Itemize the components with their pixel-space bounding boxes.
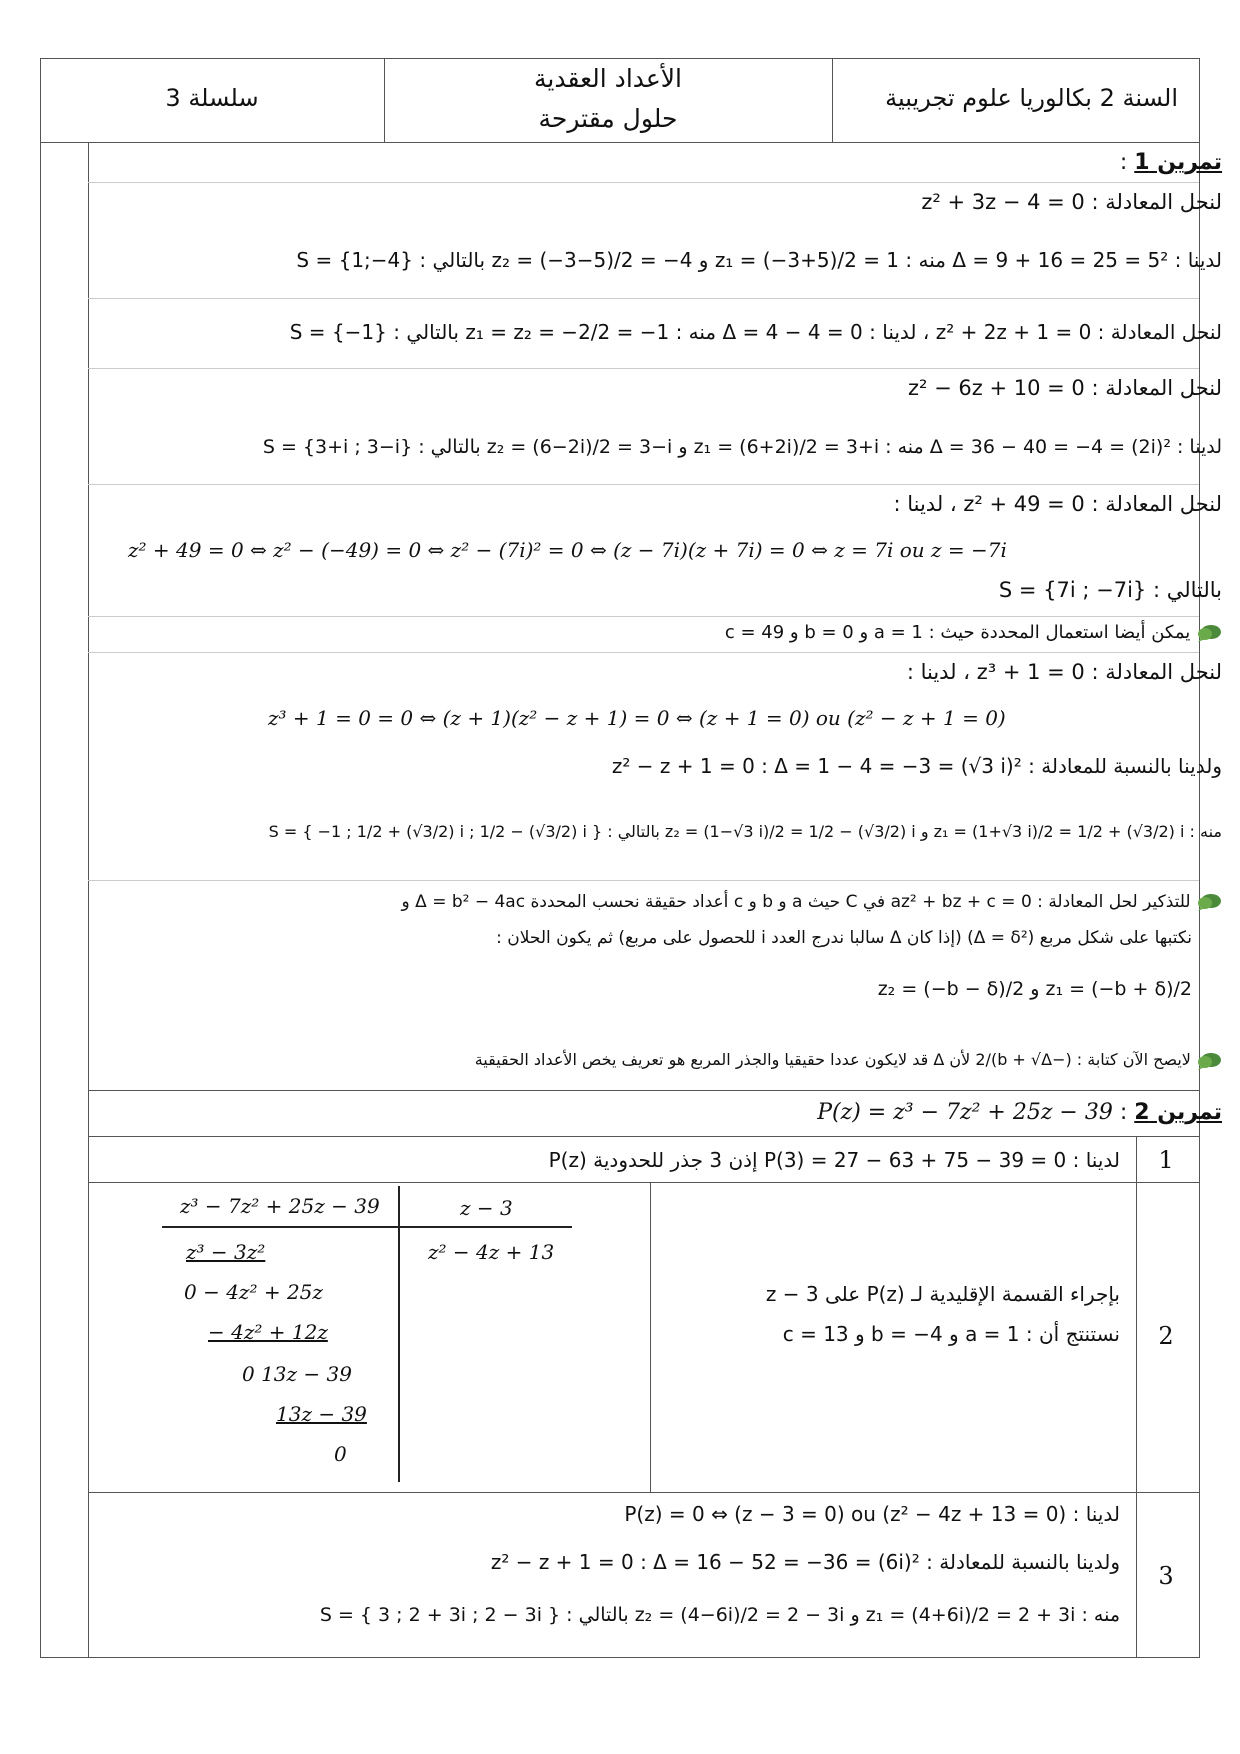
ex2-row-1: لدينا : P(3) = 27 − 63 + 75 − 39 = 0 إذن 3 جذر للحدودية P(z) [548,1148,1120,1172]
division-step-6: 0 [334,1442,347,1466]
ex2-row-3-b: ولدينا بالنسبة للمعادلة : z² − z + 1 = 0 : Δ = 16 − 52 = −36 = (6i)² [490,1550,1120,1574]
exercise-1-heading [1120,150,1222,175]
ex1-q2-line: لنحل المعادلة : z² + 2z + 1 = 0 ، لدينا : Δ = 4 − 4 = 0 منه : z₁ = z₂ = −2/2 = −1 بالتالي : S = {−1} [289,320,1222,344]
row-1-number: 1 [1158,1146,1174,1174]
speech-bubble-icon [1196,1052,1222,1070]
division-quotient: z² − 4z + 13 [428,1240,555,1264]
ex1-q4-prompt: لنحل المعادلة : z² + 49 = 0 ، لدينا : [893,492,1222,516]
ex1-note-text: يمكن أيضا استعمال المحددة حيث : a = 1 و b = 0 و c = 49 [724,622,1191,643]
exercise-1-label: تمرين 1 [1134,150,1222,175]
ex1-q5-prompt: لنحل المعادلة : z³ + 1 = 0 ، لدينا : [906,660,1222,684]
ex1-reminder-1 [402,892,1222,912]
division-step-5: 13z − 39 [276,1402,367,1426]
division-divisor: z − 3 [460,1196,513,1220]
division-step-3: − 4z² + 12z [208,1320,328,1344]
ex1-q1-prompt: لنحل المعادلة : z² + 3z − 4 = 0 [921,190,1222,214]
ex2-row-3-c: منه : z₁ = (4+6i)/2 = 2 + 3i و z₂ = (4−6i)/2 = 2 − 3i بالتالي : S = { 3 ; 2 + 3i ; 2 − 3i } [319,1604,1120,1626]
ex1-q3-line: لدينا : Δ = 36 − 40 = −4 = (2i)² منه : z₁ = (6+2i)/2 = 3+i و z₂ = (6−2i)/2 = 3−i بالتالي : S = {3+i ; 3−i} [262,436,1222,458]
ex1-q4-equation: z² + 49 = 0 ⇔ z² − (−49) = 0 ⇔ z² − (7i)² = 0 ⇔ (z − 7i)(z + 7i) = 0 ⇔ z = 7i ou z = −7i [128,538,1007,562]
ex1-q4-solution: بالتالي : S = {7i ; −7i} [998,578,1222,602]
ex1-reminder-4 [475,1050,1222,1070]
speech-bubble-icon [1196,624,1222,642]
ex1-note [725,622,1222,643]
exercise-2-label: تمرين 2 [1134,1100,1222,1125]
row-2-number: 2 [1158,1322,1174,1350]
exercise-2-heading: تمرين 2 : P(z) = z³ − 7z² + 25z − 39 [817,1100,1222,1125]
row-3-number: 3 [1158,1562,1174,1590]
ex1-reminder-3: z₁ = (−b + δ)/2 و z₂ = (−b − δ)/2 [877,978,1192,1000]
ex1-q5-delta: ولدينا بالنسبة للمعادلة : z² − z + 1 = 0 : Δ = 1 − 4 = −3 = (√3 i)² [611,754,1222,778]
division-step-1: z³ − 3z² [186,1240,266,1264]
exercise-2-polynomial: P(z) = z³ − 7z² + 25z − 39 [817,1100,1113,1125]
ex2-row-2-a: بإجراء القسمة الإقليدية لـ P(z) على z − 3 [765,1282,1120,1306]
ex1-q5-equation: z³ + 1 = 0 = 0 ⇔ (z + 1)(z² − z + 1) = 0 ⇔ (z + 1 = 0) ou (z² − z + 1 = 0) [268,706,1006,730]
ex1-q1-line: لدينا : Δ = 9 + 16 = 25 = 5² منه : z₁ = (−3+5)/2 = 1 و z₂ = (−3−5)/2 = −4 بالتالي : S = {1;−4} [296,248,1222,272]
header-level: السنة 2 بكالوريا علوم تجريبية [885,84,1178,112]
ex2-row-3-a: لدينا : P(z) = 0 ⇔ (z − 3 = 0) ou (z² − 4z + 13 = 0) [624,1502,1120,1526]
speech-bubble-icon [1196,893,1222,911]
division-step-2: 0 − 4z² + 25z [184,1280,323,1304]
ex1-q5-solution: منه : z₁ = (1+√3 i)/2 = 1/2 + (√3/2) i و z₂ = (1−√3 i)/2 = 1/2 − (√3/2) i بالتالي : S = { −1 ; 1/2 + (√3/2) i ; 1/2 − (√3/2) i } [268,822,1222,841]
division-step-4: 0 13z − 39 [242,1362,352,1386]
division-dividend: z³ − 7z² + 25z − 39 [180,1194,380,1218]
exercise-1-colon: : [1119,150,1135,175]
ex1-q3-prompt: لنحل المعادلة : z² − 6z + 10 = 0 [908,376,1222,400]
header-subtitle: حلول مقترحة [538,104,678,133]
header-title: الأعداد العقدية [533,64,683,93]
ex1-reminder-4-text: لايصح الآن كتابة : (−b + √Δ)/2 لأن Δ قد لايكون عددا حقيقيا والجذر المربع هو تعريف يخص الأعداد الحقيقية [474,1050,1191,1069]
header-series: سلسلة 3 [165,84,259,112]
ex2-row-2-b: نستنتج أن : a = 1 و b = −4 و c = 13 [782,1322,1120,1346]
ex1-reminder-2: نكتبها على شكل مربع (Δ = δ²) (إذا كان Δ سالبا ندرج العدد i للحصول على مربع) ثم يكون الحلان : [496,928,1192,948]
ex1-reminder-1-text: للتذكير لحل المعادلة : az² + bz + c = 0 في C حيث a و b و c أعداد حقيقة نحسب المحددة Δ = b² − 4ac و [401,892,1191,912]
